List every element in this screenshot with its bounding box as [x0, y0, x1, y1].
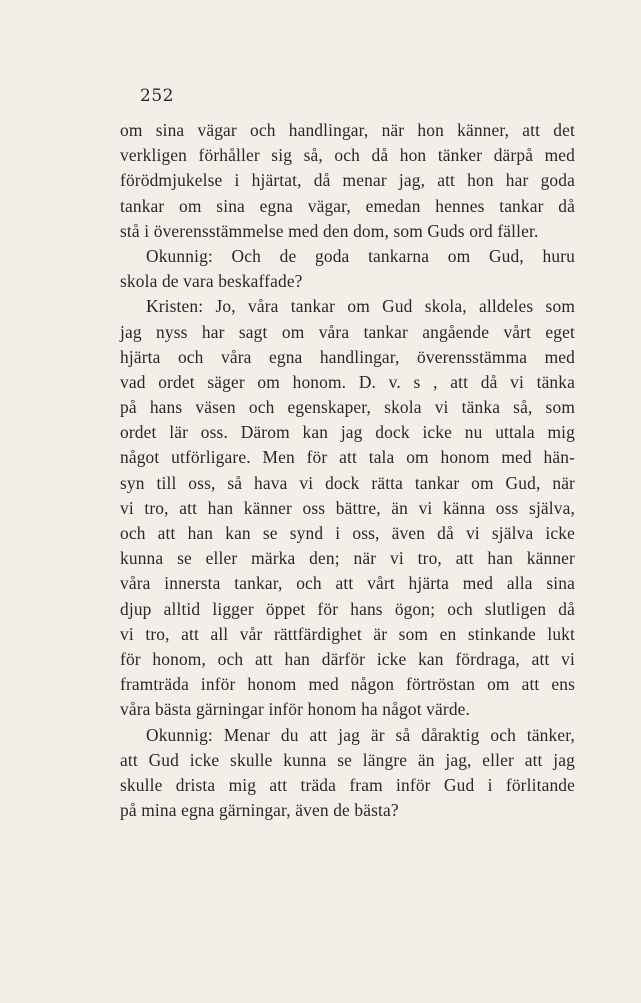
text-line: för honom, och att han därför icke kan fördraga, att vi: [120, 648, 575, 669]
text-line: och att han kan se synd i oss, även då vi själva icke: [120, 523, 575, 543]
page-number: 252: [140, 86, 174, 106]
text-line: på mina egna gärningar, även de bästa?: [120, 800, 399, 821]
text-line: framträda inför honom med någon förtröstan om att ens: [120, 674, 575, 695]
text-line: vi tro, att han känner oss bättre, än vi känna oss själva,: [120, 497, 575, 518]
text-line: förödmjukelse i hjärtat, då menar jag, att hon har goda: [120, 170, 575, 191]
text-line: jag nyss har sagt om våra tankar angående vårt eget: [120, 321, 575, 342]
text-line: våra innersta tankar, och att vårt hjärta med alla sina: [120, 573, 575, 594]
text-line: djup alltid ligger öppet för hans ögon; och slutligen då: [120, 598, 575, 619]
text-line: om sina vägar och handlingar, när hon känner, att det: [120, 120, 575, 140]
text-line: på hans väsen och egenskaper, skola vi tänka så, som: [120, 397, 575, 418]
text-line: skulle drista mig att träda fram inför Gud i förlitande: [120, 774, 575, 795]
text-line: verkligen förhåller sig så, och då hon tänker därpå med: [120, 145, 575, 166]
text-line: vad ordet säger om honom. D. v. s , att då vi tänka: [120, 371, 575, 392]
text-line: stå i överensstämmelse med den dom, som Guds ord fäller.: [120, 220, 539, 241]
text-line: skola de vara beskaffade?: [120, 271, 303, 292]
body-text: [120, 118, 575, 823]
text-line: vi tro, att all vår rättfärdighet är som en stinkande lukt: [120, 623, 575, 644]
text-line: ordet lär oss. Därom kan jag dock icke nu uttala mig: [120, 422, 575, 443]
text-line: syn till oss, så hava vi dock rätta tankar om Gud, när: [120, 472, 575, 493]
text-line: Kristen: Jo, våra tankar om Gud skola, alldeles som: [146, 296, 575, 317]
text-line: våra bästa gärningar inför honom ha något värde.: [120, 699, 471, 720]
text-line: kunna se eller märka den; när vi tro, att han känner: [120, 548, 575, 569]
text-line: hjärta och våra egna handlingar, överensstämma med: [120, 346, 575, 367]
text-line: att Gud icke skulle kunna se längre än jag, eller att jag: [120, 749, 575, 770]
text-line: Okunnig: Menar du att jag är så dåraktig och tänker,: [146, 724, 575, 745]
text-line: Okunnig: Och de goda tankarna om Gud, huru: [146, 245, 575, 266]
text-line: tankar om sina egna vägar, emedan hennes tankar då: [120, 195, 575, 216]
text-line: något utförligare. Men för att tala om honom med hän-: [120, 447, 575, 468]
